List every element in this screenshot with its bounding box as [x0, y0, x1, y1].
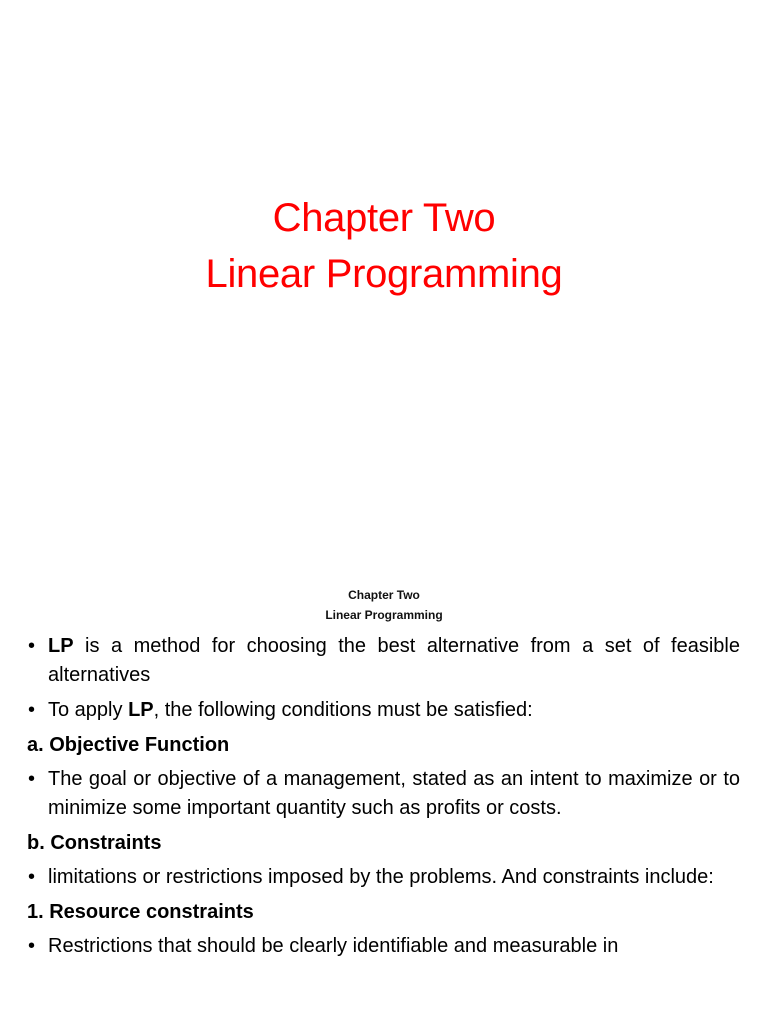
- bullet-text: Restrictions that should be clearly identifiable and measurable in: [48, 935, 619, 957]
- title-line-topic: Linear Programming: [205, 252, 563, 296]
- heading-constraints: b. Constraints: [27, 832, 162, 854]
- bullet-marker: •: [28, 635, 36, 657]
- bullet-text-pre: To apply: [48, 699, 129, 721]
- bullet-objective-description: [27, 765, 740, 823]
- slide-header-chapter: Chapter Two: [348, 588, 420, 602]
- bold-term: LP: [48, 635, 74, 657]
- title-line-chapter: Chapter Two: [272, 196, 496, 240]
- bold-term: LP: [128, 699, 154, 721]
- bullet-marker: •: [28, 699, 36, 721]
- bullet-marker: •: [28, 768, 36, 790]
- heading-resource-constraints: 1. Resource constraints: [27, 901, 254, 923]
- bullet-marker: •: [28, 935, 36, 957]
- bullet-lp-definition: [27, 632, 740, 690]
- bullet-text: , the following conditions must be satisfied:: [153, 699, 533, 721]
- slide-header-topic: Linear Programming: [325, 608, 443, 622]
- bullet-resource-description: [27, 932, 740, 961]
- bullet-text: is a method for choosing the best alternative from a set of feasible alternatives: [48, 635, 740, 686]
- bullet-text: limitations or restrictions imposed by the problems. And constraints include:: [48, 866, 714, 888]
- heading-objective-function: a. Objective Function: [27, 734, 230, 756]
- slide-header: [0, 585, 768, 625]
- slide-content: [27, 632, 740, 967]
- bullet-apply-lp: [27, 696, 740, 725]
- bullet-marker: •: [28, 866, 36, 888]
- bullet-text: The goal or objective of a management, stated as an intent to maximize or to minimize some important quantity such as profits or costs.: [48, 768, 740, 819]
- title-slide: [0, 190, 768, 302]
- bullet-constraints-description: [27, 863, 740, 892]
